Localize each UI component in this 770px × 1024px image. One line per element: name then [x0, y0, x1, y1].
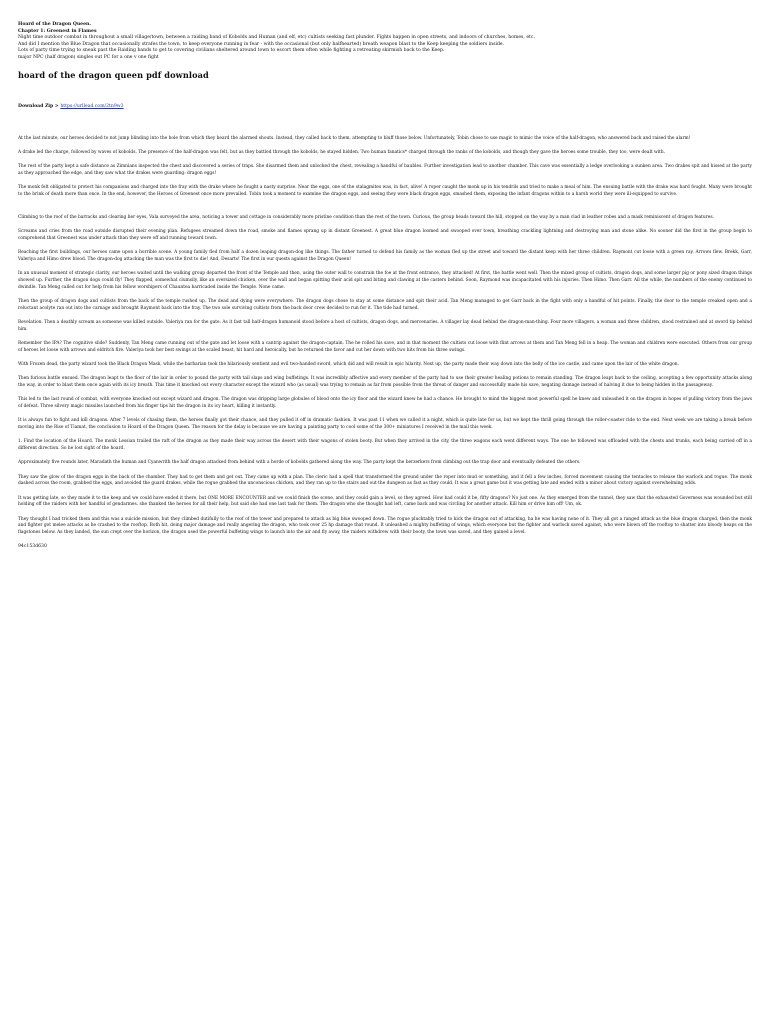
paragraph: 1. Find the location of the Hoard. The monk Lessian trailed the raft of the dragon as they made their way across the desert with their wagons of stolen booty. But when they arrived in the city, the three wagons each went different ways. The one he followed was offloaded with the chests and trunks, each being carried off in a different direction. So he lost sight of the hoard. — [18, 439, 752, 452]
paragraph: This led to the last round of combat, with everyone knocked out except wizard and dragon. The dragon was dripping large globules of blood onto the icy floor and the wizard knew he had a chance. He brought to mind the biggest most powerful spell he knew and unleashed it on the dragon in hopes of pulling victory from the jaws of defeat. Three silvery magic missiles launched from his finger tips hit the dragon in its icy heart, killing it instantly. — [18, 397, 752, 410]
header-line: And did I mention the Blue Dragon that occasionally strafes the town, to keep everyone running in fear - with the occasional (but only halfhearted) breath weapon blast to the Keep keeping the soldiers inside. — [18, 41, 505, 47]
paragraph: It is always fun to fight and kill dragons. After 7 levels of chasing them, the heroes finally got their chance, and they pulled it off in dramatic fashion. It was past 11 when we called it a night, which is quite late for us, but we kept the thrill going through the roller-coaster ride to the end. Next week we are taking a break before moving into the Rise of Tiamat, the conclusion to Hoard of the Dragon Queen. The reason for the delay is because we are having a painting party to cool some of the 300+ miniatures I received in the mail this week. — [18, 418, 752, 431]
header-line: Lots of party time trying to sneak past the Raiding bands to get to covering civilians sheltered around town to escort them often while fighting a retreating skirmish back to the Keep. — [18, 48, 445, 54]
paragraph: Revelation. Then a deathly scream as someone was killed outside. Valeriya ran for the gate. As it fast tall half-dragon humanoid stood before a host of cultists, dragon dogs, and mercenaries. A villager lay dead behind the dragon-man-thing. Four more villagers, a woman and three children, stood restrained and at sword tip behind him. — [18, 320, 752, 332]
paragraph: With Frozen dead, the party wizard took the Black Dragon Mask, while the barbarian took the hilariously sentient and evil two-handed sword, which did and will result in epic hilarity. Next up, the party made their way down into the belly of the ice castle, and came upon the lair of the white dragon. — [18, 362, 679, 368]
paragraph: Reaching the first buildings, our heroes came upon a horrible scene. A young family fled from half a dozen leaping dragon-dog like things. The father turned to defend his family as the woman fled up the street and toward the distant keep with her three children. Raymont cut loose with a green ray. Arrows flew. Brekk, Garr, Valeriya and Himo drew blood. The dragon-dog attacking the man was the first to die! And, Desarts! The first in our quests against the Dragon Queen! — [18, 250, 752, 263]
book-title: Hoard of the Dragon Queen. — [18, 22, 91, 27]
paragraph: A drake led the charge, followed by waves of kobolds. The presence of the half-dragon was felt, but as they battled through the kobolds, he stayed hidden. Two human fanatics* charged through the ranks of the kobolds, and though they gave the heroes some trouble, they too, were dealt with. — [18, 149, 666, 155]
paragraph-gap — [18, 206, 752, 215]
chapter-title: Chapter 1: Greenest in Flames — [18, 28, 97, 34]
paragraph: They thought I had tricked them and this was a suicide mission, but they climbed dutifully to the roof of the tower and prepared to attack as big blue swooped down. The rogue plucktably tried to kick the dragon out of attacking, ha he was having none of it. They all got a ranged attack as the blue dragon charged, then the monk and fighter got melee attacks as he crashed to the rooftop. Both hit, doing major damage and really angering the dragon, who took over 25 hp damage that round. It unleashed a mighty buffeting of wings, which everyone but the fighter and warlock saved against, who were blown off the rooftop to shatter into bloody heaps on the flagstones below. As they landed, the sun crept over the horizon, the dragon used the powerful buffeting wings to launch into the air and fly away, the raiders withdrew with their booty, the town was saved, and they gained a level. — [18, 516, 752, 536]
paragraph: Approximately five rounds later, Maradath the human and Cyanwrith the half dragon attacked from behind with a horde of kobolds gathered along the way. The party kept the berzerkers from climbing out the trap door and eventually defeated the others. — [18, 460, 581, 466]
header-line: Night time outdoor combat in throughout a small village/town, between a raiding band of Kobolds and Human (and elf, etc) cultists seeking fast plunder. Fights happen in open streets, and indoors of churches, homes, etc. — [18, 35, 535, 41]
page-title: hoard of the dragon queen pdf download — [18, 69, 209, 80]
paragraph: They saw the glow of the dragon eggs in the back of the chamber. They had to get them and get out. They came up with a plan. The cleric had a spell that transformed the ground under the roper into mud or something, and it fell a few inches, forced movement causing the tentacles to release the warlock and rogue. The monk dashed across the room, grabbed the eggs, and avoided the guard drakes, while the rogue grabbed the unconscious chicken, and they ran up to the stairs and out the dungeon as fast as they could. It was a great game but it was getting late and ended with a minor about victory against overwhelming odds. — [18, 474, 752, 487]
paragraph: It was getting late, so they made it to the keep and we could have ended it there, but ONE MORE ENCOUNTER and we could finish the scene, and they could gain a level, so they agreed. How bad could it be, fifty dragons? No just one. As they emerged from the tunnel, they saw that the exhausted Governess was wounded but still holding off the raiders with her handful of gendarmes. she thanked the heroes for all their help, but said she had one last task for them. The dragon who she thought had left, came back and was circling for another attack. Kill him or drive him off! Um, ok. — [18, 495, 752, 508]
paragraph: Climbing to the roof of the barracks and clearing her eyes, Vala surveyed the area, noticing a tower and cottage in considerably more pristine condition than the rest of the town. Curious, the group heads toward the hill, stopped on the way by a man clad in leather robes and a mask reminiscent of dragon features. — [18, 215, 714, 221]
paragraph: The monk felt obligated to protect his companions and charged into the fray with the drake where he fought a nasty surprise. Near the eggs, one of the stalagmites was, in fact, alive! A roper caught the monk up in his tendrils and tried to make a meal of him. The ensuing battle with the drake was hard fought. Many were brought to the brink of death more than once. In the end, however, the Heroes of Greenest once more prevailed. Tobin took a moment to examine the dragon eggs, and seeing they were black dragon eggs, smashed them, exposing the infant dragons within to a harsh world they were ill-equipped to survive. — [18, 185, 752, 197]
paragraph: The rest of the party kept a safe distance as Zimnians inspected the chest and discovered a series of traps. She disarmed them and unlocked the chest, revealing a handful of baubles. Further investigation lead to another chamber. This cave was essentially a ledge overlooking a sunken area. Two drakes spit and hissed at the party as they approached the edge, and they saw what the drakes were guarding: dragon eggs! — [18, 164, 752, 176]
download-link[interactable]: https://urllead.com/2tn9w3 — [60, 103, 124, 109]
paragraph: At the last minute, our heroes decided to not jump blinding into the hole from which they heard the alarmed shouts. Instead, they called back to them, attempting to bluff those below. Unfortunately, Tobin chose to use magic to mimic the voice of the half-dragon, who answered back and raised the alarm! — [18, 135, 691, 141]
paragraph: Screams and cries from the road outside disrupted their evening plan. Refugees streamed down the road, smoke and flames sprang up in distant Greenest. A great blue dragon loomed and swooped over town, breathing crackling lightning and destroying man and stone alike. No sooner did the first in the group begin to comprehend that Greenest was under attack than they were off and running toward town. — [18, 229, 752, 242]
paragraph: Then furious battle ensued. The dragon leapt to the floor of the lair in order to pound the party with tail slaps and wing buffetings. It was incredibly affective and every member of the party had to use their greater healing potions to remain standing. The dragon leapt back to the ceiling, accepting a few opportunity attacks along the way, in order to blast them once again with its icy breath. This time it knocked out every character except the wizard who (as usual) was trying to remain as far from possible from the threat of danger and successfully made his save, negating damage instead of halving it due to being hidden in the passageway. — [18, 376, 752, 389]
footer-code: 94c153d630 — [18, 544, 47, 550]
download-line — [18, 104, 752, 109]
article-body — [18, 136, 752, 537]
header-line: major NPC (half dragon) singles out PC for a one v one fight — [18, 54, 159, 60]
download-label: Download Zip > — [18, 103, 59, 109]
paragraph: In an unusual moment of strategic clarity, our heroes waited until the walking group departed the front of the Temple and then, using the outer wall to constrain the foe at the front entrance, they attacked! At first, the battle went well. Then the mixed group of cultists, dragon dogs, and some larger pig or pony sized dragon things showed up. Further, the dragon dogs could fly! They flapped, somewhat clumsily, like an oversized chicken, over the wall and began spitting their acid spit and biting and clawing at the casters behind. Soon, Raymond was incapacitated with his injuries. Then Himo. Then Garr. All the while, the numbers of the enemy continued to dwindle. Tan Meng called out for help from his fellow worshipers of Chauntea barricaded inside the Temple. None came. — [18, 271, 752, 290]
paragraph: Remember the IPA? The cognitive slide? Suddenly, Tan Meng came running out of the gate and let loose with a cantrip against the dragon-captain. The he rolled his save, and in that moment the cultists cut loose with flint arrows at them and Tan Meng fell in a heap. The woman and children were executed. Others from our group of heroes let loose with arrows and eldritch fire. Valeriya took her best swings at the scaled beast, hit hard and heroically, but he returned the favor and cut her down with two hits from his three swings. — [18, 341, 752, 353]
header-block — [18, 22, 752, 62]
paragraph: Then the group of dragon dogs and cultists from the back of the temple rushed up. The dead and dying were everywhere. The dragon dogs chose to stay at some distance and spit their acid. Tan Meng managed to get Garr back in the fight with only a handful of hit points. Finally, the door to the temple creaked open and a reluctant acolyte ran out into the carnage and brought Raymont back into the fray. The two sole surviving cultists from the back door crew decided to run for it. The tide had turned. — [18, 299, 752, 311]
